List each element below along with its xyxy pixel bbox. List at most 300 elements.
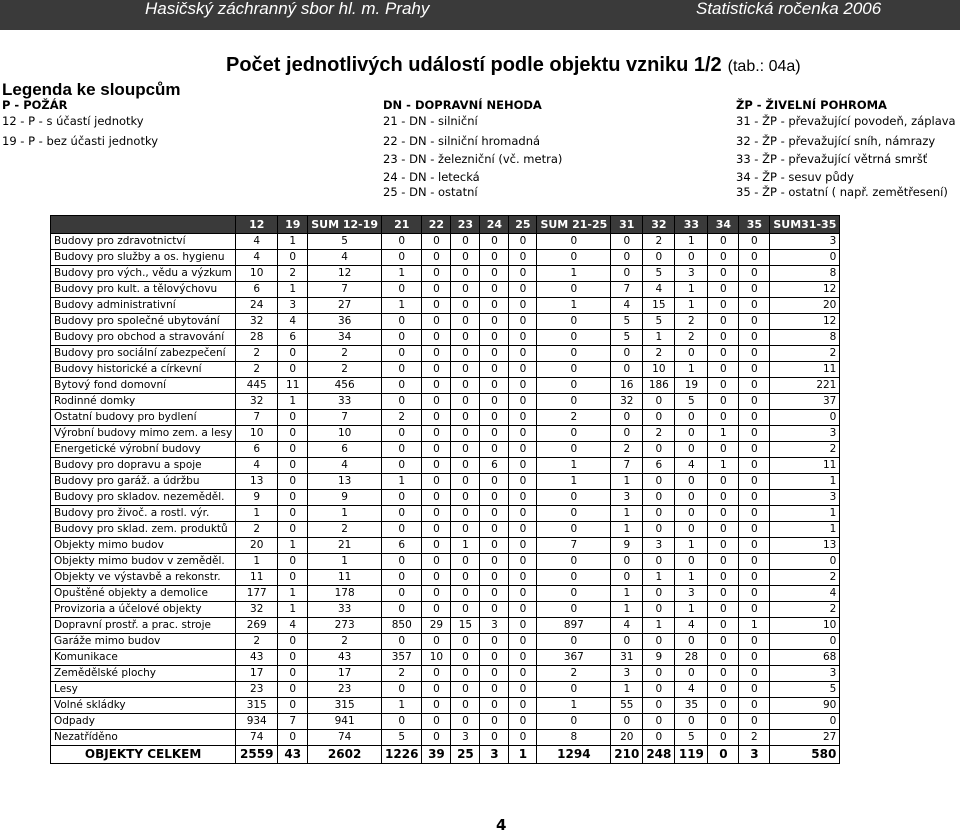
table-cell: 0 — [278, 474, 308, 490]
column-header — [51, 216, 236, 234]
table-cell: 0 — [451, 378, 480, 394]
table-cell: 221 — [770, 378, 840, 394]
table-cell: 0 — [643, 666, 675, 682]
table-cell: 0 — [739, 394, 770, 410]
table-cell: 10 — [308, 426, 382, 442]
table-cell: 0 — [739, 250, 770, 266]
table-cell: 0 — [708, 282, 739, 298]
table-cell: 0 — [509, 282, 537, 298]
table-cell: 35 — [675, 698, 708, 714]
table-cell: 4 — [236, 250, 278, 266]
table-cell: 0 — [451, 714, 480, 730]
table-cell: 7 — [278, 714, 308, 730]
table-cell: 1 — [770, 506, 840, 522]
table-cell: 0 — [770, 410, 840, 426]
table-cell: 0 — [708, 570, 739, 586]
table-cell: 2 — [770, 570, 840, 586]
table-cell: 9 — [643, 650, 675, 666]
table-cell: 0 — [643, 442, 675, 458]
table-cell: 4 — [643, 282, 675, 298]
table-cell: 0 — [382, 314, 422, 330]
table-cell: 12 — [770, 282, 840, 298]
table-row — [51, 314, 840, 330]
table-cell: 0 — [278, 410, 308, 426]
table-row — [51, 586, 840, 602]
table-cell: 0 — [537, 570, 611, 586]
table-cell: 0 — [509, 250, 537, 266]
table-cell: 0 — [708, 362, 739, 378]
table-cell: 4 — [770, 586, 840, 602]
table-cell: 0 — [480, 410, 509, 426]
table-cell: 5 — [611, 314, 643, 330]
column-header: 19 — [278, 216, 308, 234]
table-cell: 0 — [537, 426, 611, 442]
column-header: 21 — [382, 216, 422, 234]
table-cell: 4 — [675, 682, 708, 698]
table-cell: 0 — [480, 714, 509, 730]
table-cell: 3 — [643, 538, 675, 554]
table-cell: 28 — [675, 650, 708, 666]
table-cell: 0 — [739, 298, 770, 314]
table-cell: 0 — [480, 730, 509, 746]
table-cell: 0 — [382, 426, 422, 442]
table-cell: 1 — [675, 282, 708, 298]
table-cell: 9 — [308, 490, 382, 506]
table-cell: Garáže mimo budov — [51, 634, 236, 650]
table-cell: 0 — [480, 666, 509, 682]
table-cell: 580 — [770, 746, 840, 764]
table-cell: 0 — [537, 506, 611, 522]
table-cell: 0 — [708, 474, 739, 490]
table-cell: 178 — [308, 586, 382, 602]
table-cell: 4 — [675, 458, 708, 474]
table-cell: 0 — [509, 378, 537, 394]
table-cell: 119 — [675, 746, 708, 764]
table-cell: 0 — [451, 522, 480, 538]
table-cell: 0 — [480, 506, 509, 522]
table-cell: 3 — [480, 746, 509, 764]
table-cell: 0 — [537, 394, 611, 410]
table-cell: 0 — [675, 474, 708, 490]
table-cell: Objekty ve výstavbě a rekonstr. — [51, 570, 236, 586]
table-cell: 4 — [278, 314, 308, 330]
legend-item: 33 - ŽP - převažující větrná smršť — [736, 152, 928, 166]
table-cell: 0 — [708, 378, 739, 394]
page-header — [0, 0, 960, 30]
table-cell: 0 — [509, 474, 537, 490]
table-cell: 0 — [422, 250, 451, 266]
table-cell: 8 — [770, 330, 840, 346]
table-cell: 0 — [422, 234, 451, 250]
table-cell: 0 — [451, 634, 480, 650]
table-cell: 357 — [382, 650, 422, 666]
table-cell: 0 — [611, 410, 643, 426]
table-cell: 0 — [643, 602, 675, 618]
table-cell: 0 — [643, 714, 675, 730]
table-cell: 367 — [537, 650, 611, 666]
table-cell: 16 — [611, 378, 643, 394]
table-cell: 0 — [537, 330, 611, 346]
table-cell: Ostatní budovy pro bydlení — [51, 410, 236, 426]
table-cell: 7 — [611, 282, 643, 298]
table-cell: 0 — [611, 266, 643, 282]
table-cell: 2559 — [236, 746, 278, 764]
table-cell: 0 — [382, 362, 422, 378]
table-row — [51, 426, 840, 442]
table-cell: 1 — [278, 602, 308, 618]
legend-item: DN - DOPRAVNÍ NEHODA — [383, 98, 542, 112]
table-cell: 0 — [451, 346, 480, 362]
table-cell: OBJEKTY CELKEM — [51, 746, 236, 764]
table-cell: 0 — [739, 586, 770, 602]
table-cell: 0 — [708, 650, 739, 666]
table-cell: 1294 — [537, 746, 611, 764]
table-cell: 0 — [382, 506, 422, 522]
table-cell: 15 — [451, 618, 480, 634]
legend-title: Legenda ke sloupcům — [2, 80, 181, 99]
table-cell: 0 — [480, 378, 509, 394]
table-cell: 0 — [422, 266, 451, 282]
table-cell: 0 — [708, 266, 739, 282]
table-cell: 5 — [675, 394, 708, 410]
table-cell: 0 — [509, 442, 537, 458]
table-cell: Odpady — [51, 714, 236, 730]
table-cell: 0 — [509, 426, 537, 442]
legend-item: 21 - DN - silniční — [383, 114, 478, 128]
table-cell: 27 — [770, 730, 840, 746]
table-cell: 0 — [708, 634, 739, 650]
table-cell: 0 — [739, 666, 770, 682]
table-cell: 0 — [422, 282, 451, 298]
table-cell: 2 — [643, 426, 675, 442]
table-cell: Bytový fond domovní — [51, 378, 236, 394]
table-cell: 1 — [675, 538, 708, 554]
table-cell: 2 — [236, 362, 278, 378]
table-cell: Budovy pro vých., vědu a výzkum — [51, 266, 236, 282]
table-cell: 0 — [537, 442, 611, 458]
table-row — [51, 618, 840, 634]
table-cell: 0 — [739, 330, 770, 346]
table-cell: Budovy pro sklad. zem. produktů — [51, 522, 236, 538]
table-cell: 0 — [451, 506, 480, 522]
table-cell: 21 — [308, 538, 382, 554]
table-cell: 850 — [382, 618, 422, 634]
table-cell: 0 — [480, 250, 509, 266]
table-cell: 0 — [739, 346, 770, 362]
table-cell: 0 — [675, 554, 708, 570]
table-cell: 0 — [278, 682, 308, 698]
table-cell: 0 — [708, 698, 739, 714]
table-cell: 3 — [278, 298, 308, 314]
table-cell: 0 — [643, 490, 675, 506]
table-row — [51, 698, 840, 714]
table-cell: 1 — [509, 746, 537, 764]
table-cell: 0 — [480, 426, 509, 442]
table-cell: 0 — [708, 666, 739, 682]
table-cell: 10 — [422, 650, 451, 666]
table-cell: 0 — [480, 634, 509, 650]
table-cell: 0 — [643, 394, 675, 410]
table-cell: 43 — [278, 746, 308, 764]
table-row — [51, 250, 840, 266]
table-cell: 0 — [382, 442, 422, 458]
table-cell: 4 — [611, 618, 643, 634]
table-cell: 0 — [643, 410, 675, 426]
table-cell: 0 — [509, 554, 537, 570]
table-cell: 0 — [422, 474, 451, 490]
table-cell: 2 — [236, 522, 278, 538]
table-cell: 24 — [236, 298, 278, 314]
table-cell: 0 — [480, 282, 509, 298]
table-row — [51, 634, 840, 650]
table-cell: 0 — [422, 666, 451, 682]
table-cell: 0 — [480, 234, 509, 250]
table-cell: 0 — [708, 250, 739, 266]
legend-item: 19 - P - bez účasti jednotky — [2, 134, 159, 148]
table-cell: 315 — [308, 698, 382, 714]
table-cell: 0 — [451, 698, 480, 714]
table-cell: 6 — [643, 458, 675, 474]
legend-item: 22 - DN - silniční hromadná — [383, 134, 541, 148]
table-row — [51, 650, 840, 666]
legend-item: 25 - DN - ostatní — [383, 185, 478, 199]
table-cell: 0 — [770, 250, 840, 266]
table-cell: Lesy — [51, 682, 236, 698]
table-cell: 90 — [770, 698, 840, 714]
table-cell: 4 — [308, 458, 382, 474]
table-cell: 1 — [643, 618, 675, 634]
table-cell: 0 — [480, 442, 509, 458]
table-cell: 10 — [236, 426, 278, 442]
table-cell: 1 — [382, 698, 422, 714]
table-cell: 0 — [739, 714, 770, 730]
table-cell: 0 — [480, 538, 509, 554]
table-cell: 33 — [308, 602, 382, 618]
table-cell: 0 — [509, 330, 537, 346]
table-cell: 0 — [422, 586, 451, 602]
table-cell: 0 — [675, 250, 708, 266]
table-cell: 5 — [643, 266, 675, 282]
table-row — [51, 378, 840, 394]
table-cell: 0 — [537, 378, 611, 394]
table-cell: 210 — [611, 746, 643, 764]
table-cell: 4 — [611, 298, 643, 314]
table-cell: 0 — [739, 426, 770, 442]
table-cell: 0 — [509, 602, 537, 618]
table-cell: 0 — [611, 570, 643, 586]
table-cell: 0 — [480, 474, 509, 490]
table-cell: 12 — [770, 314, 840, 330]
table-cell: 0 — [509, 346, 537, 362]
table-cell: 13 — [236, 474, 278, 490]
table-cell: 39 — [422, 746, 451, 764]
table-total-row — [51, 746, 840, 764]
table-cell: 5 — [382, 730, 422, 746]
table-cell: 11 — [236, 570, 278, 586]
table-cell: 0 — [675, 426, 708, 442]
table-cell: 0 — [708, 522, 739, 538]
table-row — [51, 282, 840, 298]
column-header: 12 — [236, 216, 278, 234]
table-cell: 0 — [739, 698, 770, 714]
table-cell: 0 — [278, 458, 308, 474]
table-cell: 941 — [308, 714, 382, 730]
table-row — [51, 234, 840, 250]
table-cell: 1 — [278, 234, 308, 250]
table-cell: 0 — [451, 442, 480, 458]
table-cell: 0 — [422, 698, 451, 714]
column-header: SUM31-35 — [770, 216, 840, 234]
table-cell: 0 — [382, 682, 422, 698]
table-cell: 0 — [480, 682, 509, 698]
table-cell: 0 — [382, 378, 422, 394]
table-row — [51, 458, 840, 474]
table-cell: 0 — [739, 682, 770, 698]
table-cell: 4 — [236, 234, 278, 250]
table-cell: 32 — [236, 314, 278, 330]
table-cell: 0 — [509, 698, 537, 714]
table-cell: 0 — [422, 346, 451, 362]
table-cell: Zemědělské plochy — [51, 666, 236, 682]
table-cell: 0 — [382, 330, 422, 346]
table-cell: 1 — [537, 298, 611, 314]
legend-item: P - POŽÁR — [2, 98, 68, 112]
table-cell: 0 — [708, 618, 739, 634]
table-cell: Nezatříděno — [51, 730, 236, 746]
table-cell: 0 — [278, 554, 308, 570]
table-cell: 0 — [739, 442, 770, 458]
table-cell: 12 — [308, 266, 382, 282]
table-cell: 1 — [675, 570, 708, 586]
table-cell: 2 — [643, 234, 675, 250]
table-cell: 1 — [611, 522, 643, 538]
table-cell: 0 — [509, 298, 537, 314]
table-cell: 36 — [308, 314, 382, 330]
table-cell: Budovy pro garáž. a údržbu — [51, 474, 236, 490]
table-cell: 37 — [770, 394, 840, 410]
table-cell: 0 — [537, 282, 611, 298]
table-row — [51, 554, 840, 570]
table-cell: 1 — [278, 394, 308, 410]
table-cell: 1 — [537, 458, 611, 474]
table-cell: 0 — [451, 282, 480, 298]
table-cell: 9 — [236, 490, 278, 506]
table-cell: 3 — [451, 730, 480, 746]
table-cell: 0 — [611, 362, 643, 378]
table-cell: 0 — [509, 634, 537, 650]
table-cell: 0 — [480, 602, 509, 618]
table-cell: 0 — [611, 426, 643, 442]
table-cell: 0 — [382, 586, 422, 602]
legend-item: ŽP - ŽIVELNÍ POHROMA — [736, 98, 887, 112]
table-cell: 0 — [422, 394, 451, 410]
table-cell: 1 — [611, 602, 643, 618]
table-cell: 0 — [422, 554, 451, 570]
table-cell: 0 — [278, 426, 308, 442]
table-cell: 25 — [451, 746, 480, 764]
legend-item: 23 - DN - železniční (vč. metra) — [383, 152, 563, 166]
table-cell: 0 — [451, 314, 480, 330]
table-cell: 0 — [739, 506, 770, 522]
table-cell: 1 — [451, 538, 480, 554]
table-cell: 0 — [611, 250, 643, 266]
table-cell: Energetické výrobní budovy — [51, 442, 236, 458]
table-cell: Volné skládky — [51, 698, 236, 714]
table-cell: 20 — [611, 730, 643, 746]
table-cell: 0 — [451, 570, 480, 586]
table-cell: 32 — [236, 602, 278, 618]
table-cell: 0 — [422, 426, 451, 442]
table-cell: 68 — [770, 650, 840, 666]
table-cell: 0 — [739, 458, 770, 474]
table-cell: 0 — [480, 698, 509, 714]
table-cell: 0 — [643, 682, 675, 698]
table-cell: 3 — [739, 746, 770, 764]
table-cell: 0 — [278, 250, 308, 266]
table-cell: 0 — [509, 314, 537, 330]
table-cell: 0 — [708, 490, 739, 506]
table-cell: 20 — [236, 538, 278, 554]
table-cell: 0 — [382, 714, 422, 730]
table-cell: 6 — [480, 458, 509, 474]
table-cell: 0 — [708, 714, 739, 730]
table-cell: 74 — [236, 730, 278, 746]
table-cell: Provizoria a účelové objekty — [51, 602, 236, 618]
table-cell: 11 — [770, 458, 840, 474]
table-cell: 0 — [739, 570, 770, 586]
table-cell: 0 — [708, 554, 739, 570]
table-cell: 0 — [708, 394, 739, 410]
table-cell: 0 — [509, 666, 537, 682]
table-cell: 0 — [708, 442, 739, 458]
table-cell: 0 — [611, 234, 643, 250]
table-cell: 1 — [278, 586, 308, 602]
table-cell: 2 — [278, 266, 308, 282]
table-cell: 0 — [422, 458, 451, 474]
table-cell: 0 — [509, 522, 537, 538]
table-cell: 0 — [451, 298, 480, 314]
table-cell: 0 — [451, 666, 480, 682]
table-cell: 0 — [480, 570, 509, 586]
table-cell: 1 — [770, 522, 840, 538]
table-cell: 1 — [278, 282, 308, 298]
table-cell: 0 — [422, 298, 451, 314]
table-cell: 2 — [382, 666, 422, 682]
table-cell: 0 — [537, 586, 611, 602]
table-cell: 0 — [537, 602, 611, 618]
table-cell: 0 — [382, 394, 422, 410]
table-cell: 11 — [278, 378, 308, 394]
table-cell: 10 — [643, 362, 675, 378]
table-row — [51, 714, 840, 730]
table-cell: 0 — [422, 538, 451, 554]
table-cell: 28 — [236, 330, 278, 346]
table-cell: 8 — [537, 730, 611, 746]
table-cell: 0 — [451, 394, 480, 410]
table-cell: 0 — [480, 554, 509, 570]
table-cell: 0 — [451, 250, 480, 266]
table-cell: 6 — [382, 538, 422, 554]
table-cell: 7 — [611, 458, 643, 474]
table-row — [51, 522, 840, 538]
legend-item: 12 - P - s účastí jednotky — [2, 114, 144, 128]
table-cell: 2 — [537, 666, 611, 682]
table-cell: 23 — [236, 682, 278, 698]
table-cell: 0 — [739, 410, 770, 426]
table-cell: 0 — [509, 618, 537, 634]
table-cell: 0 — [480, 362, 509, 378]
table-cell: 0 — [278, 522, 308, 538]
